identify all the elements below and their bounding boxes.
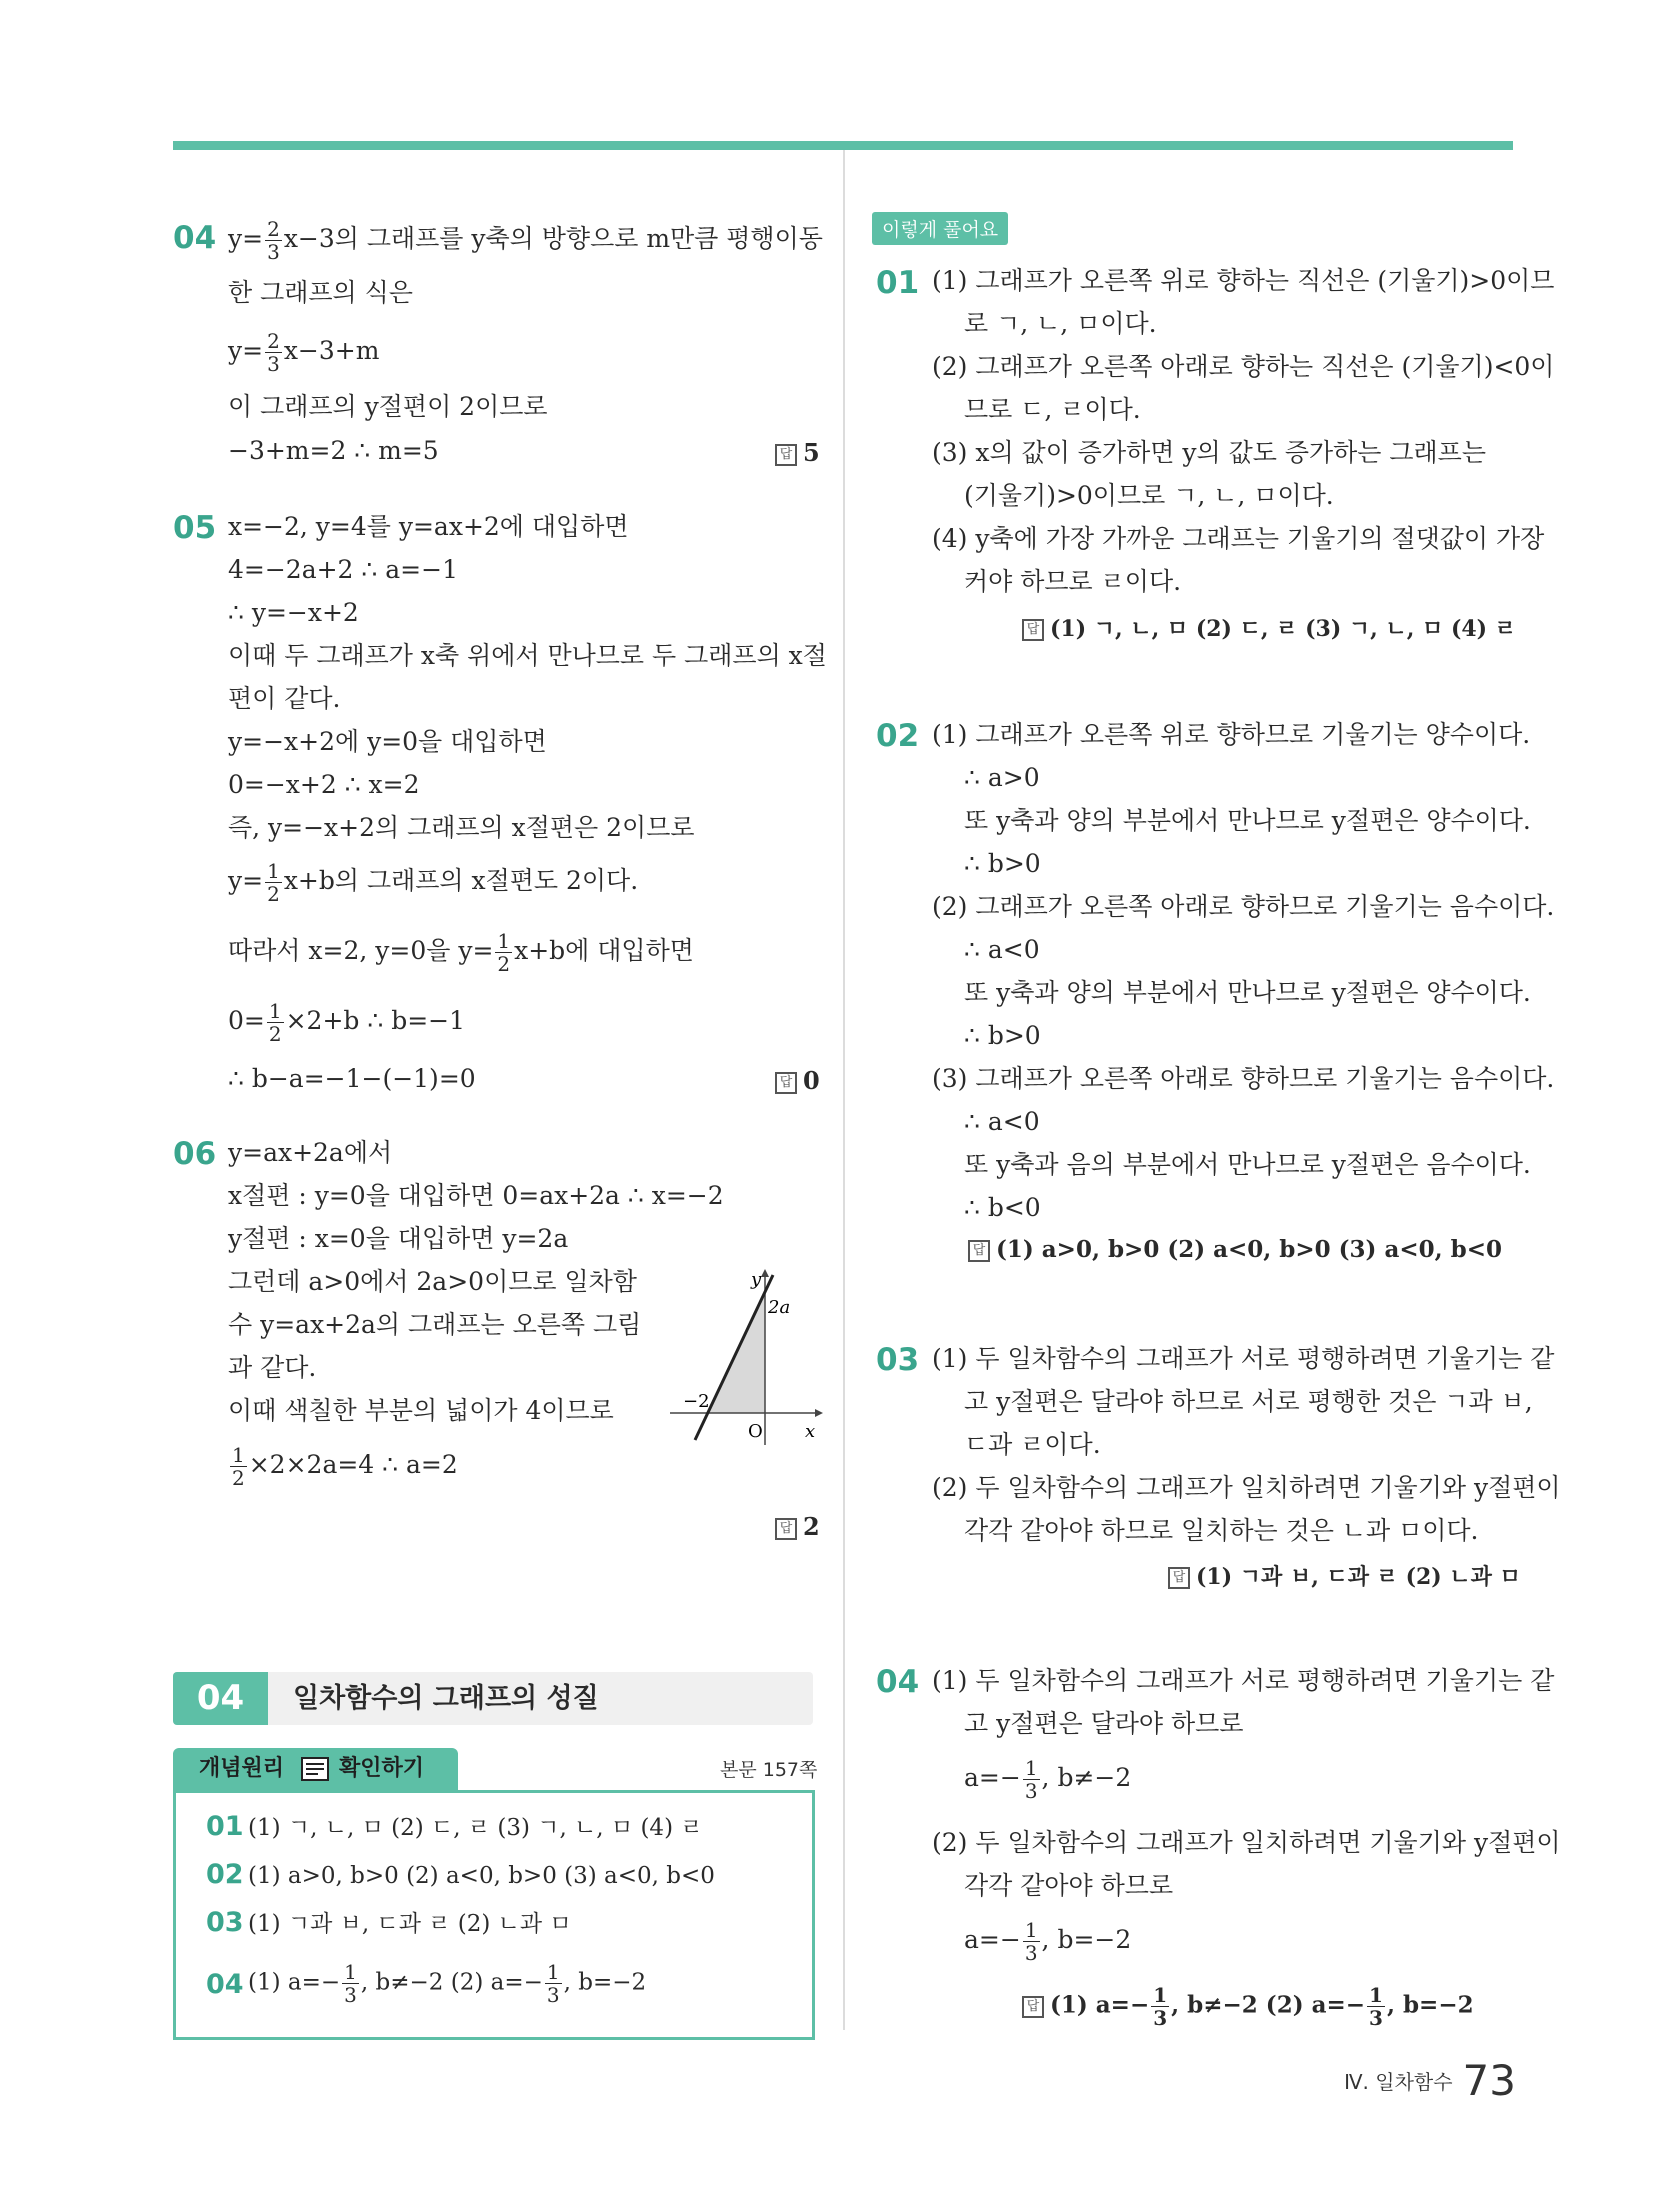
item-text: (1) ㄱ과 ㅂ, ㄷ과 ㄹ (2) ㄴ과 ㅁ bbox=[248, 1911, 572, 1937]
problem-number: 06 bbox=[173, 1136, 217, 1172]
column-divider bbox=[843, 150, 845, 2030]
page-number: 73 bbox=[1462, 2056, 1516, 2105]
answer: 답 (1) ㄱ, ㄴ, ㅁ (2) ㄷ, ㄹ (3) ㄱ, ㄴ, ㅁ (4) ㄹ bbox=[1022, 612, 1516, 643]
text-line: y= $\frac{2}{3}$ x−3의 그래프를 y축의 방향으로 m만큼 평행이동 bbox=[228, 217, 823, 264]
text-line: 즉, y=−x+2의 그래프의 x절편은 2이므로 bbox=[228, 813, 695, 842]
section-header bbox=[173, 1672, 813, 1725]
text-line: 이때 두 그래프가 x축 위에서 만나므로 두 그래프의 x절 bbox=[228, 641, 827, 670]
text-line: x=−2, y=4를 y=ax+2에 대입하면 bbox=[228, 512, 629, 541]
text-line: (1) 두 일차함수의 그래프가 서로 평행하려면 기울기는 같 bbox=[932, 1344, 1555, 1373]
text-line: y= $\frac{2}{3}$ x−3+m bbox=[228, 329, 380, 376]
section-number: 04 bbox=[173, 1672, 268, 1725]
text-line: y=−x+2에 y=0을 대입하면 bbox=[228, 727, 547, 756]
text-line: (2) 두 일차함수의 그래프가 일치하려면 기울기와 y절편이 bbox=[932, 1473, 1561, 1502]
problem-number: 02 bbox=[876, 718, 920, 754]
text-line: 그런데 a>0에서 2a>0이므로 일차함 bbox=[228, 1267, 637, 1296]
text-line: ∴ a<0 bbox=[964, 935, 1040, 964]
text-line: 로 ㄱ, ㄴ, ㅁ이다. bbox=[964, 309, 1157, 338]
text-line: ∴ b−a=−1−(−1)=0 bbox=[228, 1064, 476, 1093]
concept-box-header bbox=[173, 1748, 458, 1790]
text-line: a=− $\frac{1}{3}$ , b≠−2 bbox=[964, 1756, 1132, 1803]
text-line: (1) 두 일차함수의 그래프가 서로 평행하려면 기울기는 같 bbox=[932, 1666, 1555, 1695]
text-line: 각각 같아야 하므로 bbox=[964, 1871, 1174, 1900]
text-line: ∴ a>0 bbox=[964, 763, 1040, 792]
text-line: (2) 그래프가 오른쪽 아래로 향하므로 기울기는 음수이다. bbox=[932, 892, 1555, 921]
text-line: 또 y축과 양의 부분에서 만나므로 y절편은 양수이다. bbox=[964, 978, 1531, 1007]
answer: 답 (1) a=− $\frac{1}{3}$ , b≠−2 (2) a=− $\frac{1}{3}$ , b=−2 bbox=[1022, 1984, 1474, 2029]
text-line: 편이 같다. bbox=[228, 684, 341, 713]
graph-figure bbox=[665, 1265, 825, 1450]
text-line: ㄷ과 ㄹ이다. bbox=[964, 1430, 1101, 1459]
problem-number: 03 bbox=[876, 1342, 920, 1378]
x-axis-arrow-icon bbox=[815, 1409, 823, 1417]
text-line: 고 y절편은 달라야 하므로 bbox=[964, 1709, 1244, 1738]
text-line: $\frac{1}{2}$ ×2×2a=4 ∴ a=2 bbox=[232, 1443, 458, 1490]
item-number: 04 bbox=[206, 1969, 244, 2000]
answer: 답 5 bbox=[775, 438, 820, 467]
text-line: y=ax+2a에서 bbox=[228, 1138, 393, 1167]
text-line: y= $\frac{1}{2}$ x+b의 그래프의 x절편도 2이다. bbox=[228, 859, 639, 906]
answer: 답 (1) ㄱ과 ㅂ, ㄷ과 ㄹ (2) ㄴ과 ㅁ bbox=[1168, 1560, 1521, 1591]
text-line: (1) 그래프가 오른쪽 위로 향하므로 기울기는 양수이다. bbox=[932, 720, 1531, 749]
checklist-icon bbox=[301, 1757, 329, 1781]
solution-tag: 이렇게 풀어요 bbox=[872, 212, 1008, 245]
problem-number: 04 bbox=[876, 1664, 920, 1700]
text-line: (1) 그래프가 오른쪽 위로 향하는 직선은 (기울기)>0이므 bbox=[932, 266, 1555, 295]
problem-number: 01 bbox=[876, 265, 920, 301]
text-line: 이 그래프의 y절편이 2이므로 bbox=[228, 392, 548, 421]
text-line: 과 같다. bbox=[228, 1353, 317, 1382]
text-line: ∴ b>0 bbox=[964, 849, 1041, 878]
answer: 답 2 bbox=[775, 1512, 820, 1541]
answer: 답 (1) a>0, b>0 (2) a<0, b>0 (3) a<0, b<0 bbox=[968, 1236, 1502, 1263]
text-line: ∴ b>0 bbox=[964, 1021, 1041, 1050]
item-number: 01 bbox=[206, 1811, 244, 1842]
text-line: ∴ b<0 bbox=[964, 1193, 1041, 1222]
concept-box-label: 개념원리 bbox=[199, 1756, 285, 1781]
y-intercept-label: 2a bbox=[768, 1297, 791, 1318]
item-number: 03 bbox=[206, 1907, 244, 1938]
text-line: (3) x의 값이 증가하면 y의 값도 증가하는 그래프는 bbox=[932, 438, 1486, 467]
page-footer bbox=[1344, 2056, 1516, 2105]
text-line: 0=−x+2 ∴ x=2 bbox=[228, 770, 420, 799]
item-number: 02 bbox=[206, 1859, 244, 1890]
text-line: 또 y축과 양의 부분에서 만나므로 y절편은 양수이다. bbox=[964, 806, 1531, 835]
y-axis-arrow-icon bbox=[761, 1269, 769, 1277]
problem-number: 04 bbox=[173, 220, 217, 256]
text-line: 또 y축과 음의 부분에서 만나므로 y절편은 음수이다. bbox=[964, 1150, 1531, 1179]
answer: 답 0 bbox=[775, 1066, 820, 1095]
x-intercept-label: −2 bbox=[683, 1391, 710, 1412]
text-line: (2) 두 일차함수의 그래프가 일치하려면 기울기와 y절편이 bbox=[932, 1828, 1561, 1857]
text-line: y절편 : x=0을 대입하면 y=2a bbox=[228, 1224, 569, 1253]
text-line: 따라서 x=2, y=0을 y= $\frac{1}{2}$ x+b에 대입하면 bbox=[228, 929, 694, 976]
text-line: a=− $\frac{1}{3}$ , b=−2 bbox=[964, 1918, 1132, 1965]
text-line: ∴ a<0 bbox=[964, 1107, 1040, 1136]
top-bar bbox=[173, 141, 1513, 150]
footer-section: Ⅳ. 일차함수 bbox=[1344, 2070, 1453, 2094]
text-line: −3+m=2 ∴ m=5 bbox=[228, 436, 439, 465]
concept-box-label: 확인하기 bbox=[339, 1756, 425, 1781]
text-line: 므로 ㄷ, ㄹ이다. bbox=[964, 395, 1141, 424]
text-line: 고 y절편은 달라야 하므로 서로 평행한 것은 ㄱ과 ㅂ, bbox=[964, 1387, 1533, 1416]
text-line: (2) 그래프가 오른쪽 아래로 향하는 직선은 (기울기)<0이 bbox=[932, 352, 1555, 381]
item-text: (1) ㄱ, ㄴ, ㅁ (2) ㄷ, ㄹ (3) ㄱ, ㄴ, ㅁ (4) ㄹ bbox=[248, 1815, 703, 1841]
text-line: (기울기)>0이므로 ㄱ, ㄴ, ㅁ이다. bbox=[964, 481, 1334, 510]
page-reference: 본문 157쪽 bbox=[720, 1759, 818, 1781]
text-line: 이때 색칠한 부분의 넓이가 4이므로 bbox=[228, 1396, 614, 1425]
y-axis-label: y bbox=[751, 1269, 762, 1290]
text-line: 수 y=ax+2a의 그래프는 오른쪽 그림 bbox=[228, 1310, 642, 1339]
text-line: 한 그래프의 식은 bbox=[228, 278, 413, 307]
text-line: 4=−2a+2 ∴ a=−1 bbox=[228, 555, 458, 584]
section-title: 일차함수의 그래프의 성질 bbox=[293, 1683, 599, 1714]
text-line: 커야 하므로 ㄹ이다. bbox=[964, 567, 1182, 596]
text-line: (3) 그래프가 오른쪽 아래로 향하므로 기울기는 음수이다. bbox=[932, 1064, 1555, 1093]
problem-number: 05 bbox=[173, 510, 217, 546]
item-text: (1) a=− $\frac{1}{3}$ , b≠−2 (2) a=− $\frac{1}{3}$ , b=−2 bbox=[248, 1960, 647, 2007]
concept-box bbox=[173, 1790, 815, 2040]
x-axis-label: x bbox=[805, 1421, 816, 1442]
text-line: x절편 : y=0을 대입하면 0=ax+2a ∴ x=−2 bbox=[228, 1181, 724, 1210]
origin-label: O bbox=[748, 1421, 763, 1442]
text-line: 0= $\frac{1}{2}$ ×2+b ∴ b=−1 bbox=[228, 999, 466, 1046]
text-line: ∴ y=−x+2 bbox=[228, 598, 359, 627]
text-line: (4) y축에 가장 가까운 그래프는 기울기의 절댓값이 가장 bbox=[932, 524, 1545, 553]
item-text: (1) a>0, b>0 (2) a<0, b>0 (3) a<0, b<0 bbox=[248, 1863, 715, 1889]
text-line: 각각 같아야 하므로 일치하는 것은 ㄴ과 ㅁ이다. bbox=[964, 1516, 1479, 1545]
